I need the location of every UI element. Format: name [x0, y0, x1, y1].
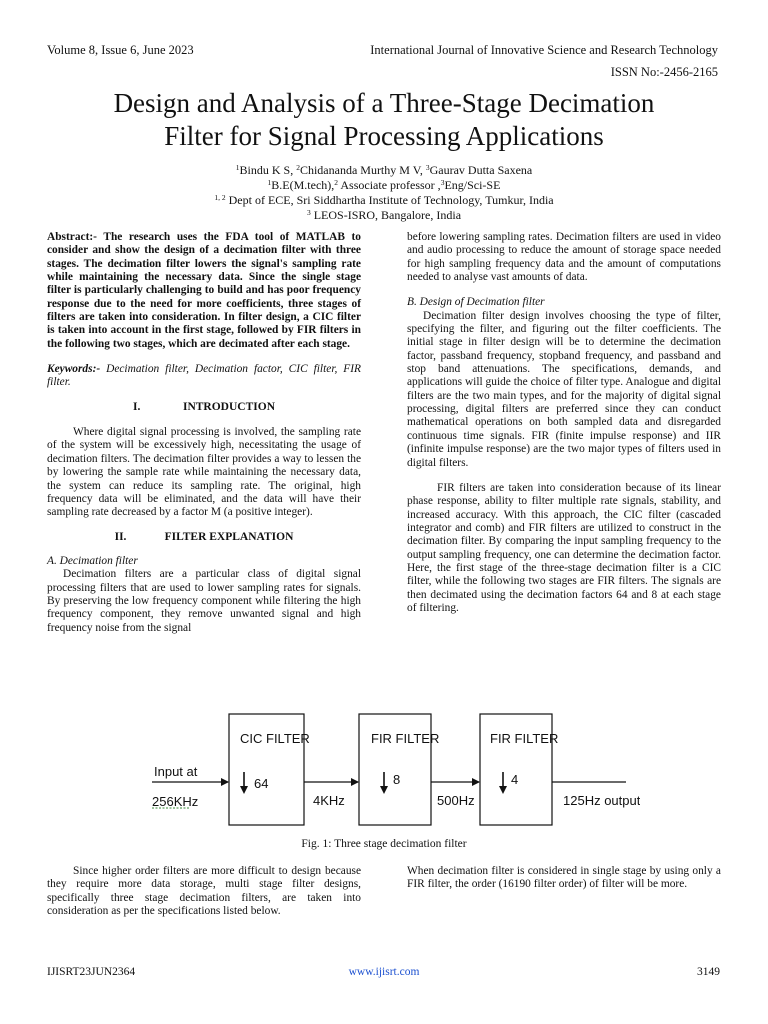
- issn: ISSN No:-2456-2165: [610, 65, 718, 79]
- fir-filter-title-2: FIR FILTER: [490, 731, 559, 746]
- cic-filter-title: CIC FILTER: [240, 731, 310, 746]
- left-column: [47, 231, 361, 635]
- fir-filter-title-1: FIR FILTER: [371, 731, 440, 746]
- authors-block: [0, 163, 768, 223]
- right-column: [407, 231, 721, 615]
- paper-title: [0, 87, 768, 153]
- section-heading-filter-explanation: II. FILTER EXPLANATION: [114, 530, 294, 543]
- affiliation-2: $^3$ LEOS-ISRO, Bangalore, India: [306, 208, 462, 222]
- introduction-paragraph: Where digital signal processing is involved, the sampling rate of the system will be excessively high, necessitating the usage of decimation filters. The decimation filter provides a way to lessen the by lowering the sample rate while maintaining the necessary data, the system can reduce its sampling rate. The original, high frequency data will be eliminated, and the data will have their sampling rate decreased by a factor M (a positive integer).: [47, 426, 361, 519]
- left-bottom-text: [47, 865, 361, 918]
- block-diagram: [140, 708, 640, 830]
- subsection-decimation-filter: A. Decimation filter: [47, 554, 138, 567]
- subsection-design: B. Design of Decimation filter: [407, 296, 545, 309]
- decimation-paragraph: Decimation filters are a particular class of digital signal processing filters that are used to lower sampling rates for signals. By preserving the low frequency component while filtering the high frequency component, they remove unwanted signal and high frequency noise from the signal: [47, 568, 361, 634]
- paper-id: IJISRT23JUN2364: [47, 966, 136, 978]
- down-arrow-head-icon: [240, 786, 248, 794]
- freq-label-2: 500Hz: [437, 793, 475, 808]
- input-label-line1: Input at: [154, 764, 198, 779]
- journal-url-link[interactable]: www.ijisrt.com: [348, 966, 420, 978]
- title-line-1: Design and Analysis of a Three-Stage Decimation: [113, 88, 655, 118]
- volume-info: Volume 8, Issue 6, June 2023: [47, 43, 194, 57]
- author-names: $^1$Bindu K S, $^2$Chidananda Murthy M V, $^3$Gaurav Dutta Saxena: [235, 163, 533, 177]
- input-label-line2: 256KHz: [152, 794, 199, 809]
- fir-paragraph: FIR filters are taken into consideration because of its linear phase response, ability to filter multiple rate signals, stability, and increased accuracy. With this approach, the CIC filter (cascaded integrator and comb) and FIR filters are utilized to construct in the decimation filter. By comparing the input sampling frequency to the output sampling frequency, one can determine the decimation factor. Here, the first stage of the three-stage decimation filter is a CIC filter, while the following two stages are FIR filters. The signals are then decimated using the decimation factors 64 and 8 at each stage of filtering.: [407, 481, 721, 614]
- title-line-2: Filter for Signal Processing Applications: [164, 121, 604, 151]
- journal-name: International Journal of Innovative Science and Research Technology: [370, 43, 718, 57]
- single-stage-paragraph: When decimation filter is considered in single stage by using only a FIR filter, the order (16190 filter order) of filter will be more.: [407, 865, 721, 891]
- fir1-decimation-factor: 8: [393, 772, 401, 787]
- section-heading-introduction: I. INTRODUCTION: [132, 400, 275, 413]
- continued-paragraph: before lowering sampling rates. Decimation filters are used in video and audio processing to reduce the amount of storage space needed for high sampling frequency data and the amount of computations needed to analyse vast amounts of data.: [407, 231, 721, 284]
- affiliation-1: $^{1, 2}$ Dept of ECE, Sri Siddhartha Institute of Technology, Tumkur, India: [214, 193, 554, 207]
- author-roles: $^1$B.E(M.tech),$^2$ Associate professor ,$^3$Eng/Sci-SE: [267, 178, 501, 192]
- keywords: Keywords:- Decimation filter, Decimation factor, CIC filter, FIR filter.: [47, 363, 361, 389]
- right-bottom-text: [407, 865, 721, 892]
- abstract: Abstract:- The research uses the FDA tool of MATLAB to consider and show the design of a decimation filter with three stages. The decimation filter lowers the signal's sampling rate while maintaining the necessary data. Since the single stage filter is particularly challenging to build and has poor frequency response due to the need for more coefficients, three stages of filters are taken into consideration. In filter design, a CIC filter is taken into account in the first stage, followed by FIR filters in the following two stages, which are decimated after each stage.: [47, 231, 361, 350]
- down-arrow-head-icon: [380, 786, 388, 794]
- design-paragraph: Decimation filter design involves choosing the type of filter, specifying the filter, and figuring out the filter coefficients. The initial stage in filter design will be to determine the decimation factor, passband frequency, stopband frequency, and passband and stop band attenuations. The specifications, demands, and applications will guide the choice of filter type. Analogue and digital filters are the two main types, and for the majority of digital signal processing, digital filters are preferred since they can conduct mathematical operations on both sampled data and disregarded continuous time signals. FIR (finite impulse response) and IIR (infinite impulse response) are the two major types of filters used in digital filters.: [407, 309, 721, 469]
- fir2-decimation-factor: 4: [511, 772, 519, 787]
- output-label: 125Hz output: [563, 793, 640, 808]
- down-arrow-head-icon: [499, 786, 507, 794]
- multistage-paragraph: Since higher order filters are more difficult to design because they require more data storage, multi stage filter designs, specifically three stage decimation filters, are taken into consideration as per the specifications listed below.: [47, 865, 361, 918]
- freq-label-1: 4KHz: [313, 793, 345, 808]
- cic-decimation-factor: 64: [254, 776, 269, 791]
- page-number: 3149: [697, 966, 720, 978]
- figure-caption: Fig. 1: Three stage decimation filter: [301, 838, 467, 850]
